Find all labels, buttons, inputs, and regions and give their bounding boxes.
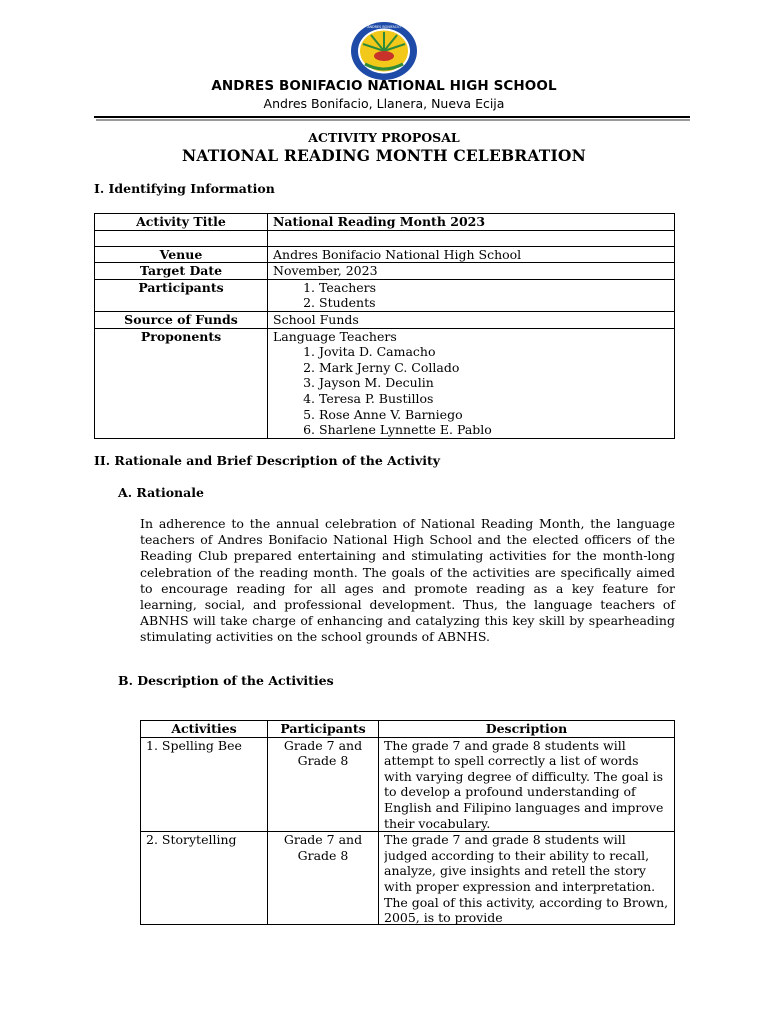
- row-value: School Funds: [268, 311, 675, 328]
- column-header: Description: [379, 721, 675, 738]
- list-item: 2. Mark Jerny C. Collado: [319, 360, 669, 376]
- table-row: [141, 832, 675, 925]
- list-item: 1. Jovita D. Camacho: [319, 344, 669, 360]
- list-item: 2. Students: [319, 295, 669, 311]
- table-row: [141, 737, 675, 832]
- description-cell: The grade 7 and grade 8 students will attempt to spell correctly a list of words with varying degree of difficulty. The goal is to develop a profound understanding of English and Filipino languages and improve their vocabulary.: [379, 737, 675, 832]
- identifying-info-table: [94, 213, 675, 439]
- description-cell: [379, 832, 675, 925]
- svg-text:ANDRES BONIFACIO: ANDRES BONIFACIO: [367, 25, 401, 29]
- school-name: ANDRES BONIFACIO NATIONAL HIGH SCHOOL: [211, 78, 557, 94]
- activities-table: [140, 720, 675, 925]
- activity-cell: 1. Spelling Bee: [141, 737, 268, 832]
- activity-cell: 2. Storytelling: [141, 832, 268, 925]
- row-value: [268, 328, 675, 438]
- column-header: Activities: [141, 721, 268, 738]
- document-title: NATIONAL READING MONTH CELEBRATION: [181, 146, 587, 165]
- document-type: ACTIVITY PROPOSAL: [308, 130, 460, 145]
- proponents-list: [273, 344, 669, 438]
- rationale-heading: A. Rationale: [118, 485, 204, 500]
- row-label: Participants: [95, 279, 268, 311]
- school-seal-logo: [349, 20, 419, 82]
- proponents-intro: Language Teachers: [273, 328, 397, 344]
- list-item: 1. Teachers: [319, 280, 669, 296]
- empty-cell: [95, 230, 268, 246]
- table-header-row: [141, 721, 675, 738]
- section2-heading: II. Rationale and Brief Description of the Activity: [94, 453, 441, 468]
- description-text: The grade 7 and grade 8 students will judged according to their ability to recall, analyze, give insights and retell the story with proper expression and interpretation. The goal of this activity, according to Brown, 2005, is to provide: [384, 832, 669, 925]
- table-row: [95, 279, 675, 311]
- row-value: National Reading Month 2023: [268, 214, 675, 231]
- header-divider: [94, 116, 690, 118]
- table-row: [95, 328, 675, 438]
- header-divider-shadow: [96, 119, 690, 121]
- row-value: Andres Bonifacio National High School: [268, 246, 675, 263]
- row-label: Venue: [95, 246, 268, 263]
- row-label: Source of Funds: [95, 311, 268, 328]
- row-value: November, 2023: [268, 263, 675, 280]
- list-item: 6. Sharlene Lynnette E. Pablo: [319, 422, 669, 438]
- row-value: [268, 279, 675, 311]
- list-item: 4. Teresa P. Bustillos: [319, 391, 669, 407]
- table-row: [95, 311, 675, 328]
- rationale-paragraph: In adherence to the annual celebration of National Reading Month, the language teachers of Andres Bonifacio National High School and the elected officers of the Reading Club prepared entertaining and stimulating activities for the month-long celebration of the reading month. The goals of the activities are specifically aimed to encourage reading for all ages and promote reading as a key feature for learning, social, and professional development. Thus, the language teachers of ABNHS will take charge of enhancing and catalyzing this key skill by spearheading stimulating activities on the school grounds of ABNHS.: [140, 516, 675, 645]
- column-header: Participants: [268, 721, 379, 738]
- empty-cell: [268, 230, 675, 246]
- section1-heading: I. Identifying Information: [94, 181, 275, 196]
- row-label: Proponents: [95, 328, 268, 438]
- table-row: [95, 214, 675, 231]
- table-row: [95, 246, 675, 263]
- participants-cell: Grade 7 and Grade 8: [268, 832, 379, 925]
- list-item: 3. Jayson M. Deculin: [319, 375, 669, 391]
- list-item: 5. Rose Anne V. Barniego: [319, 407, 669, 423]
- row-label: Activity Title: [95, 214, 268, 231]
- participants-list: [273, 280, 669, 311]
- description-heading: B. Description of the Activities: [118, 673, 334, 688]
- row-label: Target Date: [95, 263, 268, 280]
- table-row: [95, 263, 675, 280]
- table-row-empty: [95, 230, 675, 246]
- school-address: Andres Bonifacio, Llanera, Nueva Ecija: [263, 96, 505, 111]
- participants-cell: Grade 7 and Grade 8: [268, 737, 379, 832]
